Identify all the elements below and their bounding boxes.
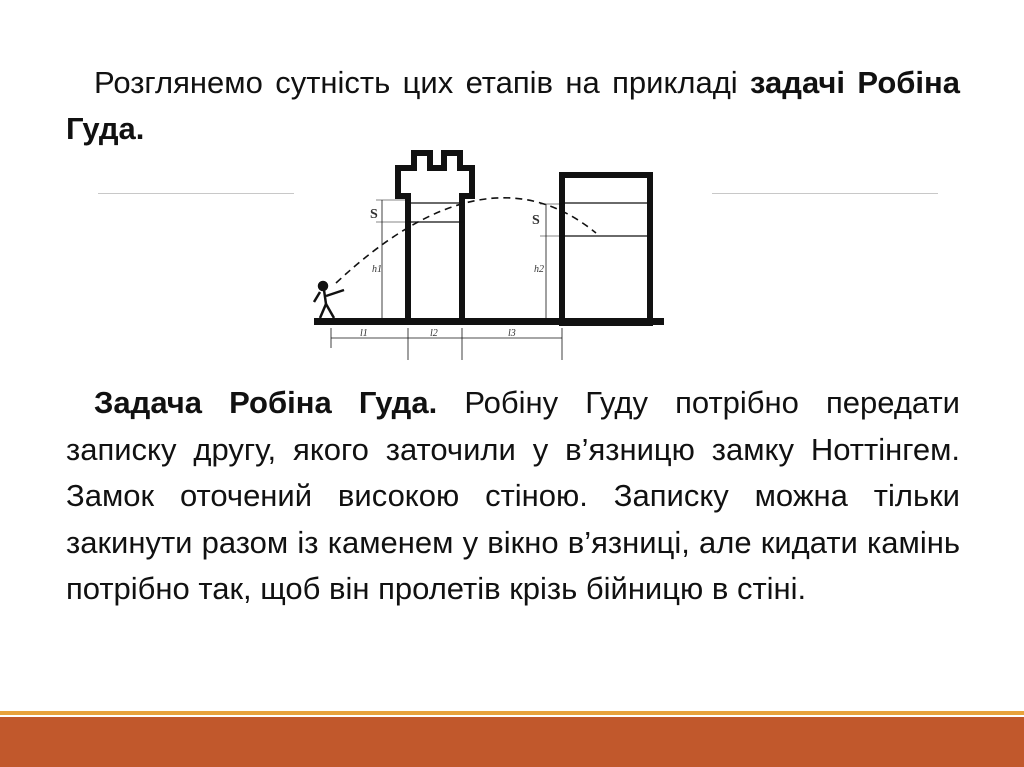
castle-wall-outline bbox=[398, 153, 472, 323]
intro-bold-text: задачі Робіна Гуда. bbox=[66, 65, 960, 146]
label-h1: h1 bbox=[372, 264, 382, 275]
task-body: Робіну Гуду потрібно передати записку другу, якого заточили у в’язницю замку Ноттінгем. Замок оточений високою стіною. Записку можна тільки закинути разом із каменем у вікно в’язниці, але кидати камінь потрібно так, щоб він пролетів крізь бійницю в стіні. bbox=[66, 385, 960, 606]
label-l1: l1 bbox=[360, 328, 368, 339]
label-l2: l2 bbox=[430, 328, 438, 339]
right-divider bbox=[712, 193, 938, 194]
archer-figure bbox=[314, 282, 344, 318]
robin-hood-diagram bbox=[296, 138, 710, 368]
label-h2: h2 bbox=[534, 264, 544, 275]
task-title: Задача Робіна Гуда. bbox=[94, 385, 438, 420]
label-l3: l3 bbox=[508, 328, 516, 339]
footer-accent-line bbox=[0, 711, 1024, 715]
left-divider bbox=[98, 193, 294, 194]
prison-tower bbox=[562, 175, 650, 323]
label-s-left: S bbox=[370, 207, 378, 222]
label-s-right: S bbox=[532, 213, 540, 228]
task-paragraph bbox=[66, 380, 960, 613]
footer-bar bbox=[0, 717, 1024, 767]
intro-text: Розглянемо сутність цих етапів на прикладі bbox=[94, 65, 751, 100]
